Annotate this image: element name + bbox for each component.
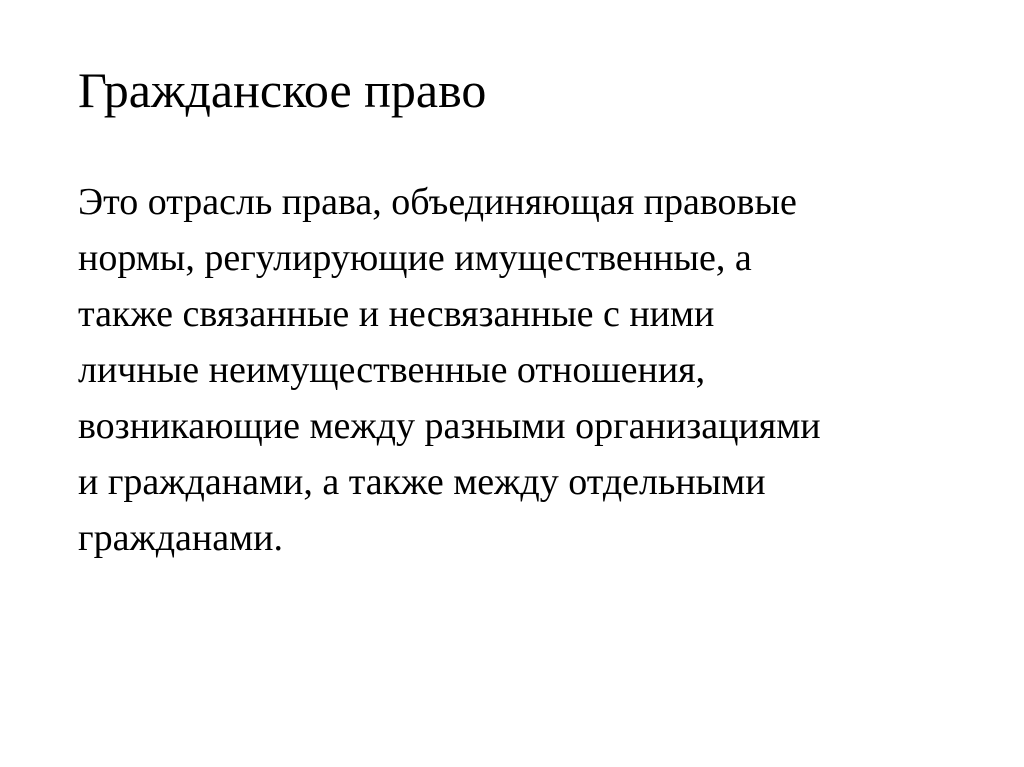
slide-title: Гражданское право	[78, 62, 487, 118]
body-line: и гражданами, а также между отдельными	[78, 461, 766, 503]
body-line: гражданами.	[78, 517, 283, 559]
body-line: возникающие между разными организациями	[78, 405, 821, 447]
body-line: личные неимущественные отношения,	[78, 349, 706, 391]
body-line: нормы, регулирующие имущественные, а	[78, 237, 752, 279]
body-line: Это отрасль права, объединяющая правовые	[78, 181, 797, 223]
body-line: также связанные и несвязанные с ними	[78, 293, 715, 335]
slide-body-text	[78, 174, 998, 566]
